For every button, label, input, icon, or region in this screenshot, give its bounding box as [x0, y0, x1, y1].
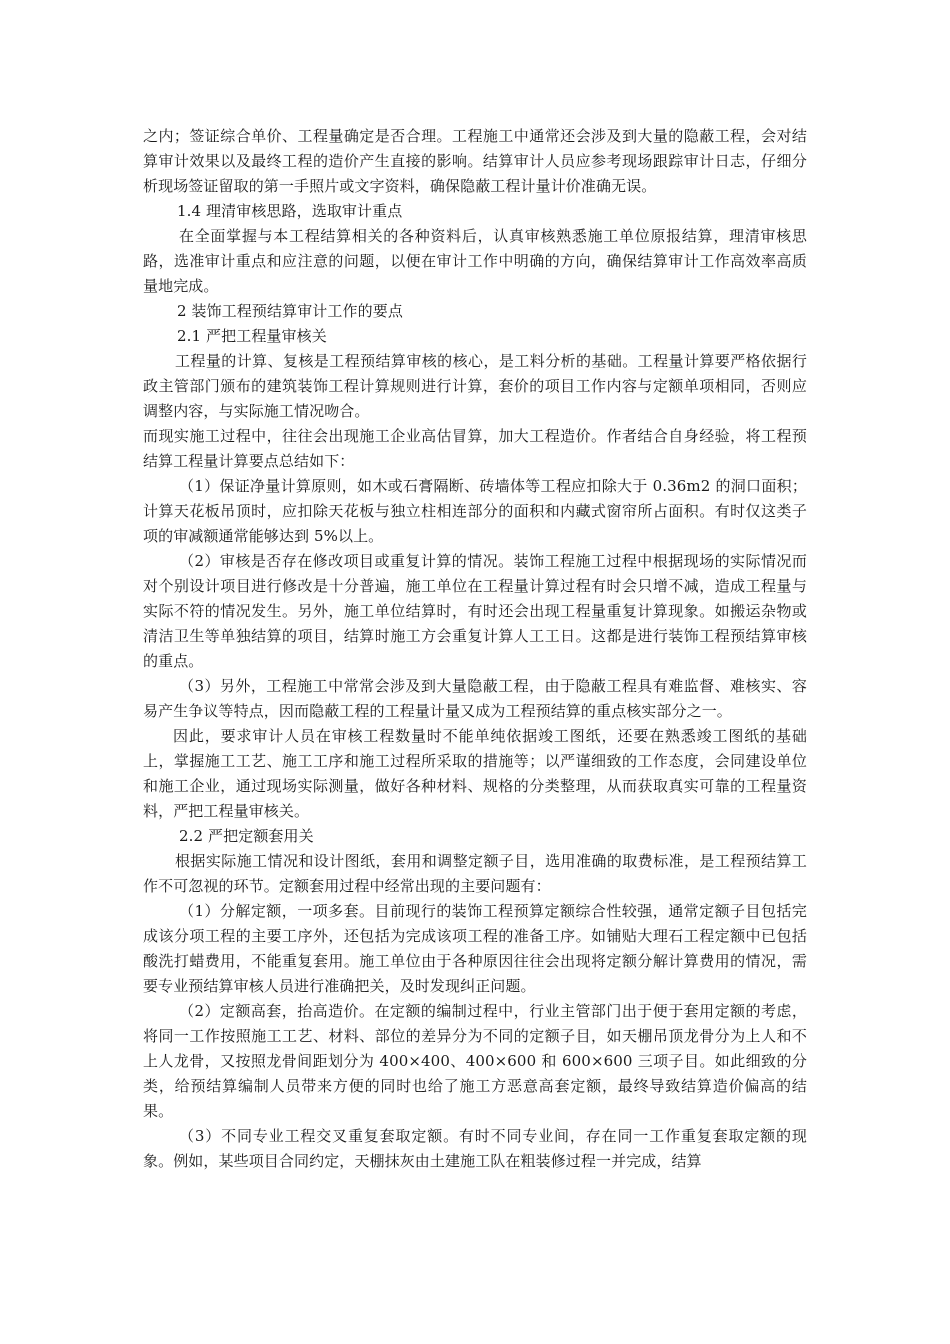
subsection-heading: 2.1 严把工程量审核关	[177, 327, 327, 345]
list-item: （2）审核是否存在修改项目或重复计算的情况。装饰工程施工过程中根据现场的实际情况而对个别设计项目进行修改是十分普遍，施工单位在工程量计算过程有时会只增不减，造成工程量与实际不符的情况发生。另外，施工单位结算时，有时还会出现工程量重复计算现象。如搬运杂物或清洁卫生等单独结算的项目，结算时施工方会重复计算人工工日。这都是进行装饰工程预结算审核的重点。	[143, 552, 807, 670]
list-item: （3）另外，工程施工中常常会涉及到大量隐蔽工程，由于隐蔽工程具有难监督、难核实、容易产生争议等特点，因而隐蔽工程的工程量计量又成为工程预结算的重点核实部分之一。	[143, 677, 807, 720]
document-body	[143, 124, 807, 1174]
list-item: （1）分解定额，一项多套。目前现行的装饰工程预算定额综合性较强，通常定额子目包括完成该分项工程的主要工序外，还包括为完成该项工程的准备工序。如铺贴大理石工程定额中已包括酸洗打蜡费用，不能重复套用。施工单位由于各种原因往往会出现将定额分解计算费用的情况，需要专业预结算审核人员进行准确把关，及时发现纠正问题。	[143, 902, 807, 995]
subsection-heading: 2.2 严把定额套用关	[179, 827, 314, 845]
list-item: （3）不同专业工程交叉重复套取定额。有时不同专业间，存在同一工作重复套取定额的现象。例如，某些项目合同约定，天棚抹灰由土建施工队在粗装修过程一并完成，结算	[143, 1127, 807, 1170]
body-paragraph: 因此，要求审计人员在审核工程数量时不能单纯依据竣工图纸，还要在熟悉竣工图纸的基础上，掌握施工工艺、施工工序和施工过程所采取的措施等；以严谨细致的工作态度，会同建设单位和施工企业，通过现场实际测量，做好各种材料、规格的分类整理，从而获取真实可靠的工程量资料，严把工程量审核关。	[143, 727, 807, 820]
body-paragraph: 之内；签证综合单价、工程量确定是否合理。工程施工中通常还会涉及到大量的隐蔽工程，会对结算审计效果以及最终工程的造价产生直接的影响。结算审计人员应参考现场跟踪审计日志，仔细分析现场签证留取的第一手照片或文字资料，确保隐蔽工程计量计价准确无误。	[143, 127, 807, 195]
section-heading: 2 装饰工程预结算审计工作的要点	[177, 302, 403, 320]
body-paragraph: 在全面掌握与本工程结算相关的各种资料后，认真审核熟悉施工单位原报结算，理清审核思路，选准审计重点和应注意的问题，以便在审计工作中明确的方向，确保结算审计工作高效率高质量地完成。	[143, 227, 807, 295]
body-paragraph: 而现实施工过程中，往往会出现施工企业高估冒算，加大工程造价。作者结合自身经验，将工程预结算工程量计算要点总结如下：	[143, 427, 807, 470]
body-paragraph: 根据实际施工情况和设计图纸，套用和调整定额子目，选用准确的取费标准，是工程预结算工作不可忽视的环节。定额套用过程中经常出现的主要问题有：	[143, 852, 807, 895]
section-heading: 1.4 理清审核思路，选取审计重点	[177, 202, 403, 220]
list-item: （2）定额高套，抬高造价。在定额的编制过程中，行业主管部门出于便于套用定额的考虑，将同一工作按照施工工艺、材料、部位的差异分为不同的定额子目，如天棚吊顶龙骨分为上人和不上人龙骨，又按照龙骨间距划分为 400×400、400×600 和 600×600 三项子目。如此细致的分类，给预结算编制人员带来方便的同时也给了施工方恶意高套定额，最终导致结算造价偏高的结果。	[143, 1002, 807, 1120]
list-item: （1）保证净量计算原则，如木或石膏隔断、砖墙体等工程应扣除大于 0.36m2 的洞口面积；计算天花板吊顶时，应扣除天花板与独立柱相连部分的面积和内藏式窗帘所占面积。有时仅这类子项的审减额通常能够达到 5%以上。	[143, 477, 807, 545]
body-paragraph: 工程量的计算、复核是工程预结算审核的核心，是工料分析的基础。工程量计算要严格依据行政主管部门颁布的建筑装饰工程计算规则进行计算，套价的项目工作内容与定额单项相同，否则应调整内容，与实际施工情况吻合。	[143, 352, 807, 420]
